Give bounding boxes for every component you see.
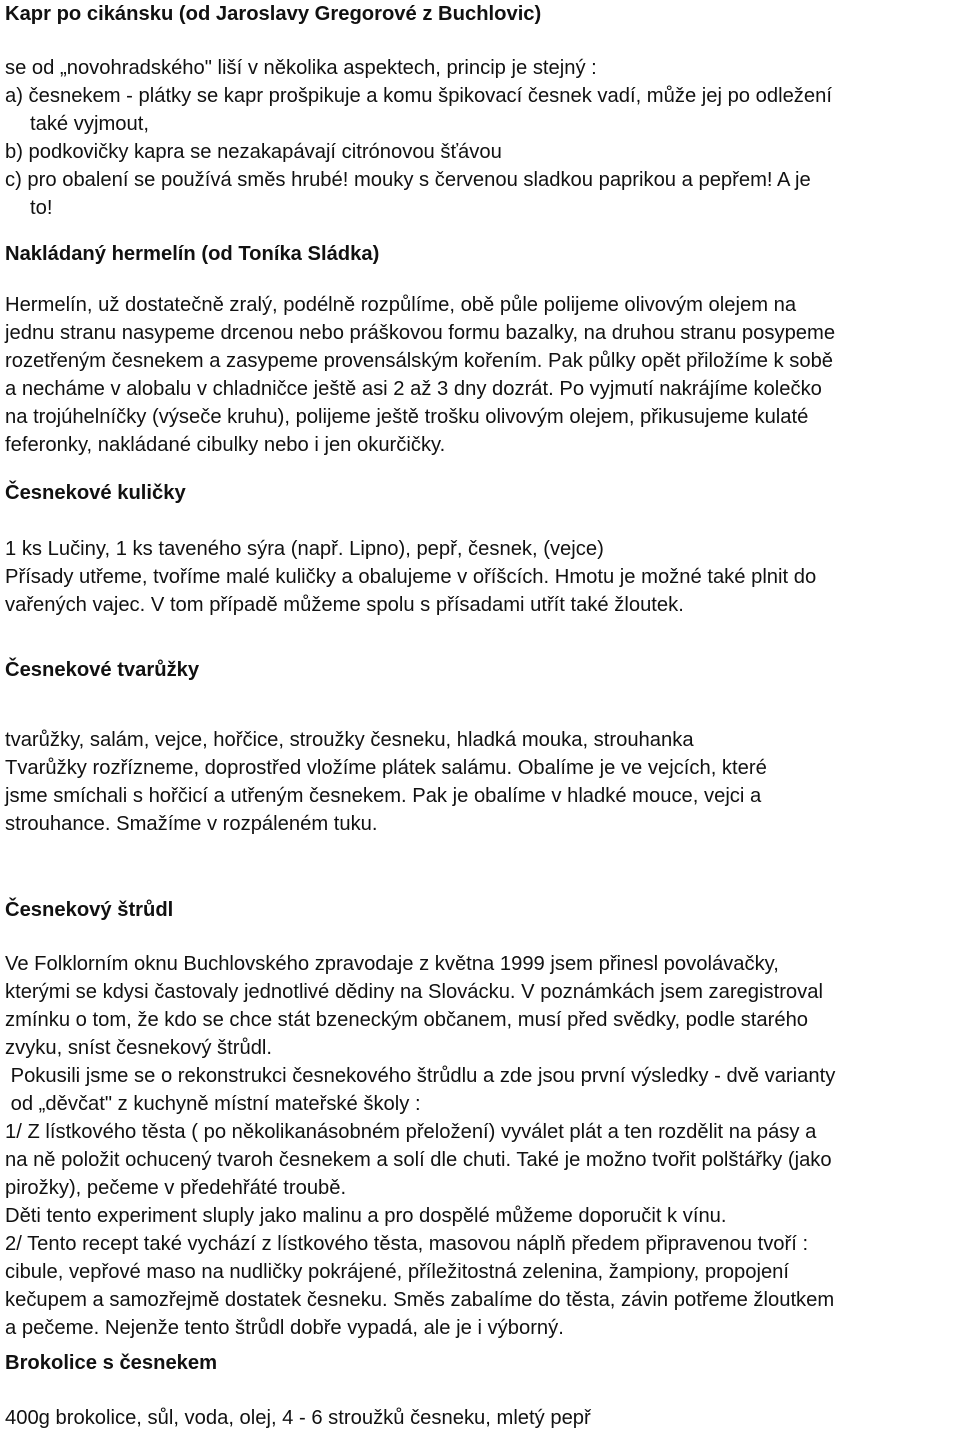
text-line: to! <box>30 197 53 219</box>
text-line: vařených vajec. V tom případě můžeme spolu s přísadami utřít také žloutek. <box>5 594 684 616</box>
text-line: od „děvčat" z kuchyně místní mateřské školy : <box>5 1093 421 1115</box>
text-line: strouhance. Smažíme v rozpáleném tuku. <box>5 813 378 835</box>
heading-cesnekove-kulicky: Česnekové kuličky <box>5 482 186 504</box>
section-brokolice-body <box>5 1404 960 1432</box>
text-line: Děti tento experiment sluply jako malinu a pro dospělé můžeme doporučit k vínu. <box>5 1205 727 1227</box>
text-line: a necháme v alobalu v chladničce ještě asi 2 až 3 dny dozrát. Po vyjmutí nakrájíme kolečko <box>5 378 822 400</box>
text-line: jsme smíchali s hořčicí a utřeným česnekem. Pak je obalíme v hladké mouce, vejci a <box>5 785 762 807</box>
text-line: Přísady utřeme, tvoříme malé kuličky a obalujeme v oříšcích. Hmotu je možné také plnit do <box>5 566 817 588</box>
text-line: a) česnekem - plátky se kapr prošpikuje a komu špikovací česnek vadí, může jej po odležení <box>5 85 832 107</box>
heading-cesnekovy-strudl: Česnekový štrůdl <box>5 899 174 921</box>
heading-brokolice-s-cesnekem: Brokolice s česnekem <box>5 1352 218 1374</box>
text-line: na trojúhelníčky (výseče kruhu), polijeme ještě trošku olivovým olejem, přikusujeme kulaté <box>5 406 809 428</box>
text-line: rozetřeným česnekem a zasypeme provensálským kořením. Pak půlky opět přiložíme k sobě <box>5 350 834 372</box>
text-line: 2/ Tento recept také vychází z lístkového těsta, masovou náplň předem připravenou tvoří : <box>5 1233 809 1255</box>
text-line: cibule, vepřové maso na nudličky pokrájené, příležitostná zelenina, žampiony, propojení <box>5 1261 790 1283</box>
text-line: tvarůžky, salám, vejce, hořčice, stroužky česneku, hladká mouka, strouhanka <box>5 729 694 751</box>
text-line: kterými se kdysi častovaly jednotlivé dědiny na Slovácku. V poznámkách jsem zaregistroval <box>5 981 823 1003</box>
text-line: jednu stranu nasypeme drcenou nebo práškovou formu bazalky, na druhou stranu posypeme <box>5 322 836 344</box>
heading-kapr-po-cikansku: Kapr po cikánsku (od Jaroslavy Gregorové z Buchlovic) <box>5 3 542 25</box>
text-line: 400g brokolice, sůl, voda, olej, 4 - 6 stroužků česneku, mletý pepř <box>5 1407 591 1429</box>
text-line: b) podkovičky kapra se nezakapávají citrónovou šťávou <box>5 141 502 163</box>
text-line: 1 ks Lučiny, 1 ks taveného sýra (např. Lipno), pepř, česnek, (vejce) <box>5 538 604 560</box>
text-line: zvyku, sníst česnekový štrůdl. <box>5 1037 273 1059</box>
text-line: a pečeme. Nejenže tento štrůdl dobře vypadá, ale je i výborný. <box>5 1317 564 1339</box>
text-line: se od „novohradského" liší v několika aspektech, princip je stejný : <box>5 57 597 79</box>
section-kulicky-body <box>5 535 960 619</box>
heading-cesnekove-tvaruzky: Česnekové tvarůžky <box>5 659 200 681</box>
text-line: kečupem a samozřejmě dostatek česneku. Směs zabalíme do těsta, závin potřeme žloutkem <box>5 1289 835 1311</box>
text-line: pirožky), pečeme v předehřáté troubě. <box>5 1177 347 1199</box>
text-line: feferonky, nakládané cibulky nebo i jen okurčičky. <box>5 434 446 456</box>
section-hermelin-body <box>5 291 960 459</box>
text-line: na ně položit ochucený tvaroh česnekem a solí dle chuti. Také je možno tvořit polštářky (jako <box>5 1149 832 1171</box>
section-strudl-body <box>5 950 960 1342</box>
text-line: zmínku o tom, že kdo se chce stát bzeneckým občanem, musí před svědky, podle starého <box>5 1009 809 1031</box>
text-line: c) pro obalení se používá směs hrubé! mouky s červenou sladkou paprikou a pepřem! A je <box>5 169 811 191</box>
heading-nakladany-hermelin: Nakládaný hermelín (od Toníka Sládka) <box>5 243 380 265</box>
text-line: také vyjmout, <box>30 113 149 135</box>
text-line: Ve Folklorním oknu Buchlovského zpravodaje z května 1999 jsem přinesl povolávačky, <box>5 953 779 975</box>
text-line: Pokusili jsme se o rekonstrukci česnekového štrůdlu a zde jsou první výsledky - dvě varianty <box>5 1065 836 1087</box>
section-tvaruzky-body <box>5 726 960 838</box>
text-line: 1/ Z lístkového těsta ( po několikanásobném přeložení) vyválet plát a ten rozdělit na pásy a <box>5 1121 817 1143</box>
text-line: Hermelín, už dostatečně zralý, podélně rozpůlíme, obě půle polijeme olivovým olejem na <box>5 294 797 316</box>
text-line: Tvarůžky rozřízneme, doprostřed vložíme plátek salámu. Obalíme je ve vejcích, které <box>5 757 767 779</box>
section-kapr-body <box>5 54 960 222</box>
